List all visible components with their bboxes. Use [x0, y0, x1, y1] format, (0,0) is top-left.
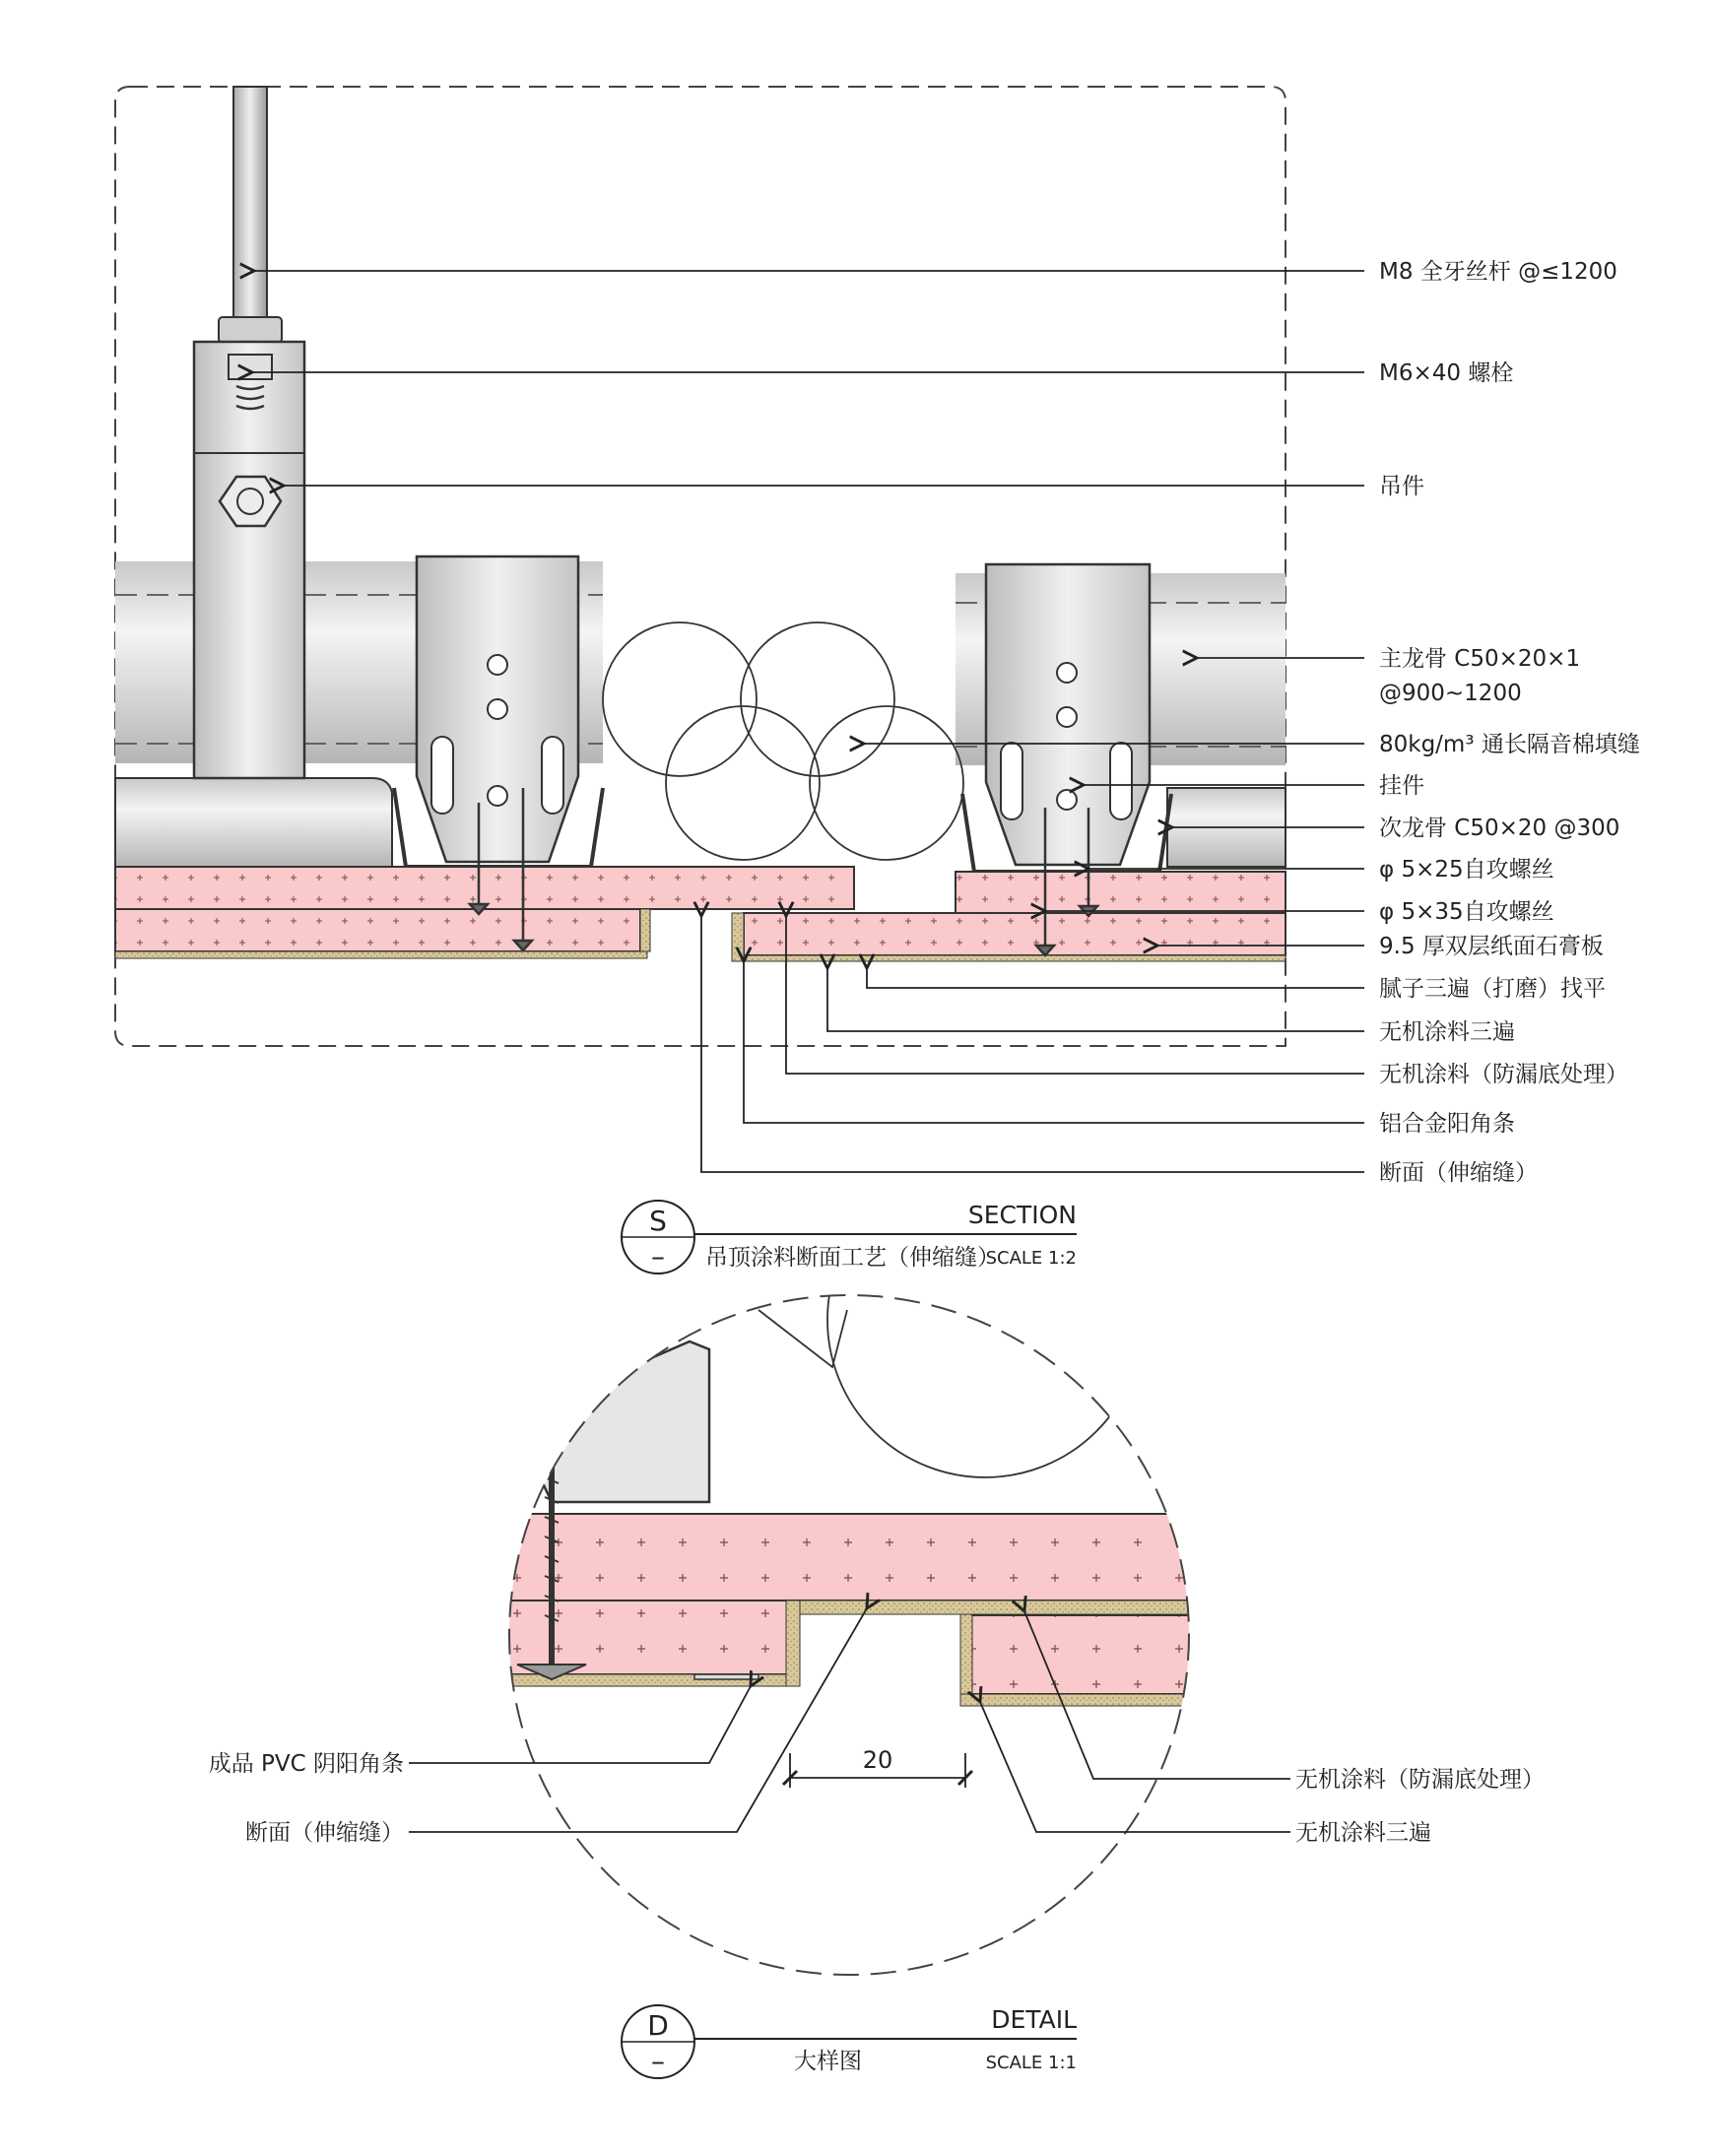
section-title: 吊顶涂料断面工艺（伸缩缝）	[705, 1245, 1000, 1271]
nut	[219, 317, 282, 343]
label-clip: 挂件	[1379, 773, 1424, 799]
detail-title-block	[622, 2005, 1077, 2078]
detail-board-top	[493, 1514, 1207, 1601]
detail-label-joint: 断面（伸缩缝）	[245, 1820, 404, 1846]
label-secondary-channel: 次龙骨 C50×20 @300	[1379, 816, 1620, 841]
acoustic-cotton	[603, 622, 963, 860]
detail-title: 大样图	[794, 2049, 862, 2074]
detail-putty-gap	[800, 1601, 1207, 1614]
detail-label-primer: 无机涂料（防漏底处理）	[1295, 1767, 1545, 1793]
label-screw-35: φ 5×35自攻螺丝	[1379, 899, 1554, 925]
detail-symbol: D	[647, 2009, 669, 2042]
section-view	[115, 87, 1640, 1274]
clip-left	[394, 556, 603, 867]
detail-heading: DETAIL	[991, 2005, 1077, 2034]
label-screw-25: φ 5×25自攻螺丝	[1379, 857, 1554, 882]
detail-view	[209, 1162, 1545, 2078]
section-heading: SECTION	[967, 1201, 1077, 1229]
detail-board-right	[970, 1615, 1207, 1694]
detail-symbol-sub: –	[651, 2045, 665, 2077]
label-hanger: 吊件	[1379, 474, 1424, 499]
threaded-rod	[233, 87, 267, 321]
section-symbol: S	[649, 1205, 667, 1237]
detail-putty-right	[960, 1694, 1207, 1706]
detail-acoustic-cotton	[758, 1162, 1143, 1477]
detail-label-pvc: 成品 PVC 阴阳角条	[208, 1751, 404, 1777]
section-title-block	[622, 1201, 1077, 1274]
label-threaded-rod: M8 全牙丝杆 @≤1200	[1379, 259, 1617, 285]
section-labels	[1379, 259, 1640, 1186]
label-putty: 腻子三遍（打磨）找平	[1379, 976, 1606, 1002]
gypsum-boards	[115, 867, 1286, 961]
detail-scale: SCALE 1:1	[985, 2053, 1077, 2073]
section-symbol-sub: –	[651, 1240, 665, 1273]
label-gypsum-board: 9.5 厚双层纸面石膏板	[1379, 934, 1604, 959]
label-aluminum-corner: 铝合金阳角条	[1379, 1111, 1515, 1137]
label-bolt: M6×40 螺栓	[1379, 360, 1514, 386]
section-scale: SCALE 1:2	[985, 1248, 1077, 1269]
label-coating-primer: 无机涂料（防漏底处理）	[1379, 1062, 1628, 1087]
dimension-value: 20	[862, 1746, 893, 1774]
pvc-clip-profile	[512, 1341, 709, 1502]
hanger	[194, 342, 304, 778]
label-main-channel-spacing: @900~1200	[1379, 681, 1522, 706]
detail-board-left	[493, 1601, 788, 1674]
label-coating-three: 无机涂料三遍	[1379, 1019, 1515, 1045]
label-acoustic-cotton: 80kg/m³ 通长隔音棉填缝	[1379, 732, 1640, 757]
label-main-channel: 主龙骨 C50×20×1	[1379, 646, 1581, 672]
clip-right	[962, 564, 1171, 872]
detail-label-coating: 无机涂料三遍	[1295, 1820, 1431, 1846]
label-expansion-joint: 断面（伸缩缝）	[1379, 1160, 1538, 1186]
